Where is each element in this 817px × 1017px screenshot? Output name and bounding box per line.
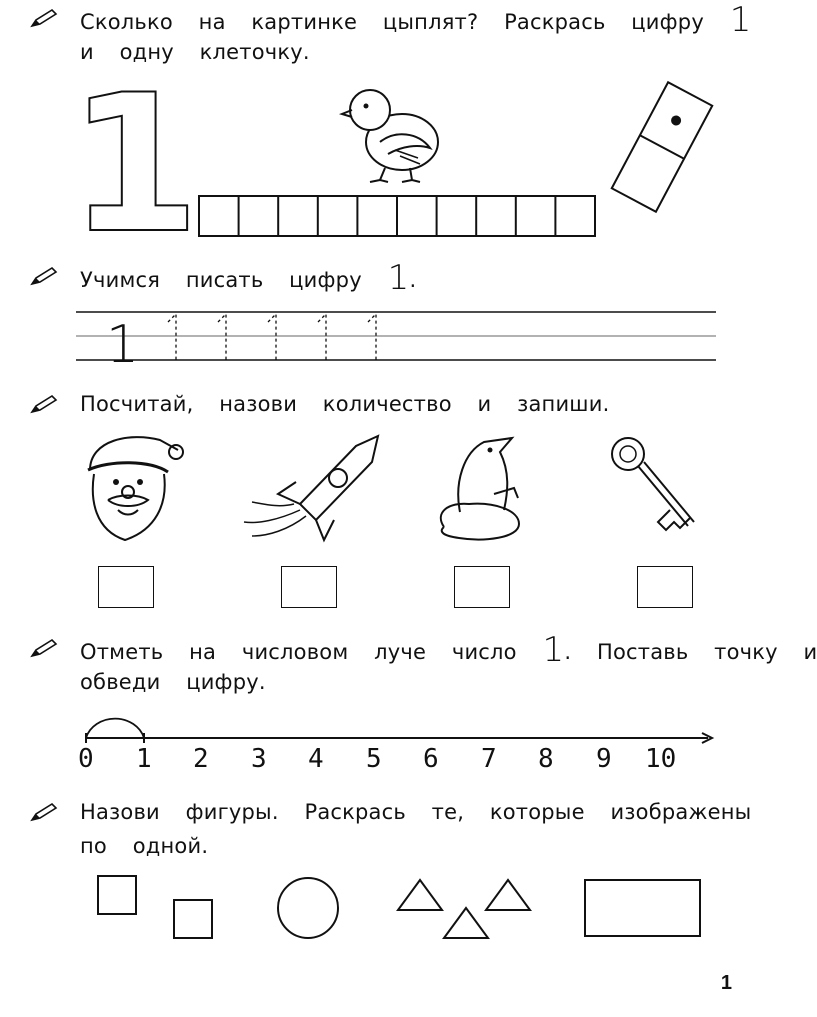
key-icon xyxy=(600,430,705,545)
square-shape-1[interactable] xyxy=(98,876,136,914)
number-line[interactable] xyxy=(78,708,718,742)
shapes-row xyxy=(90,868,730,948)
square-shape-2[interactable] xyxy=(174,900,212,938)
rectangle-shape[interactable] xyxy=(585,880,700,936)
big-digit-outline xyxy=(68,54,201,275)
pencil-icon xyxy=(30,802,60,822)
tick-label: 2 xyxy=(193,744,209,774)
tick-label: 4 xyxy=(308,744,324,774)
task-1-line-1: Сколько на картинке цыплят? Раскрась цифру 1 xyxy=(80,0,752,40)
task-3-line-1: Посчитай, назови количество и запиши. xyxy=(80,392,610,416)
triangle-shape-2[interactable] xyxy=(444,908,488,938)
triangle-shape-3[interactable] xyxy=(486,880,530,910)
answer-box-mole[interactable] xyxy=(454,566,510,608)
santa-icon xyxy=(80,430,185,545)
answer-box-rocket[interactable] xyxy=(281,566,337,608)
tick-label: 5 xyxy=(366,744,382,774)
chick-icon xyxy=(340,80,450,185)
tick-label: 6 xyxy=(423,744,439,774)
triangle-shape-1[interactable] xyxy=(398,880,442,910)
task-5-line-2: по одной. xyxy=(80,834,209,858)
pencil-icon xyxy=(30,8,60,28)
pencil-icon xyxy=(30,266,60,286)
coloring-cells[interactable] xyxy=(198,195,598,239)
big-digit-text: 1 xyxy=(68,54,201,275)
task-4-line-2: обведи цифру. xyxy=(80,670,266,694)
arc-mark xyxy=(86,719,144,738)
tick-label: 0 xyxy=(78,744,94,774)
task-5-line-1: Назови фигуры. Раскрась те, которые изображены xyxy=(80,800,752,824)
answer-box-santa[interactable] xyxy=(98,566,154,608)
pencil-icon xyxy=(30,394,60,414)
task-1-line-2: и одну клеточку. xyxy=(80,40,310,64)
tick-label: 7 xyxy=(481,744,497,774)
writing-lines[interactable] xyxy=(76,308,716,375)
rocket-icon xyxy=(238,432,383,547)
page-number: 1 xyxy=(720,972,732,994)
mole-icon xyxy=(424,432,534,547)
tick-label: 10 xyxy=(645,744,677,774)
pencil-icon xyxy=(30,638,60,658)
answer-box-key[interactable] xyxy=(637,566,693,608)
tick-label: 9 xyxy=(596,744,612,774)
task-4-line-1: Отметь на числовом луче число 1. Поставь точку и xyxy=(80,630,817,670)
tick-label: 3 xyxy=(251,744,267,774)
tick-label: 8 xyxy=(538,744,554,774)
sample-digit: 1 xyxy=(106,315,140,375)
tick-label: 1 xyxy=(136,744,152,774)
domino-icon xyxy=(602,82,722,212)
circle-shape[interactable] xyxy=(278,878,338,938)
task-2-line-1: Учимся писать цифру 1. xyxy=(80,258,417,298)
